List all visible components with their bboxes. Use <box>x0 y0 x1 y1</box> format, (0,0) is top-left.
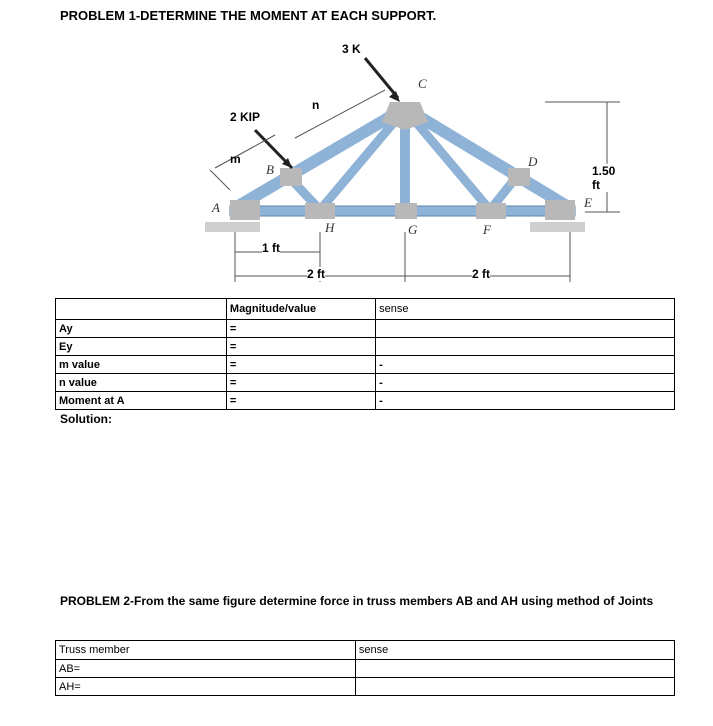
dim-height-label: 1.50 ft <box>592 164 620 192</box>
node-d-label: D <box>528 154 538 169</box>
row-label: Ey <box>56 338 227 356</box>
table2-header-member: Truss member <box>56 641 356 660</box>
value-cell[interactable]: = <box>226 374 375 392</box>
value-cell[interactable]: = <box>226 320 375 338</box>
gusset-g <box>395 203 417 219</box>
node-b-label: B <box>266 162 274 177</box>
solution-label: Solution: <box>60 412 112 426</box>
truss-figure <box>200 40 620 290</box>
sense-cell[interactable] <box>355 660 674 678</box>
support-a-base <box>205 222 260 232</box>
node-g-label: G <box>408 222 418 237</box>
node-e-label: E <box>584 195 592 210</box>
row-label: Moment at A <box>56 392 227 410</box>
table1-header-sense: sense <box>376 299 675 320</box>
sense-cell[interactable]: - <box>376 374 675 392</box>
table-row <box>56 392 675 410</box>
row-label: Ay <box>56 320 227 338</box>
table-row <box>56 678 675 696</box>
table-truss-members <box>55 640 675 696</box>
value-cell[interactable]: = <box>226 392 375 410</box>
table-row <box>56 320 675 338</box>
table1-header-value: Magnitude/value <box>226 299 375 320</box>
problem2-text: PROBLEM 2-From the same figure determine force in truss members AB and AH using method of Joints <box>60 594 654 608</box>
dim-line-m <box>210 170 230 190</box>
table1-header-row <box>56 299 675 320</box>
value-cell[interactable]: = <box>226 356 375 374</box>
sense-cell[interactable]: - <box>376 392 675 410</box>
gusset-d <box>508 168 530 186</box>
value-cell[interactable]: = <box>226 338 375 356</box>
sense-cell[interactable] <box>376 338 675 356</box>
top-chord-right <box>405 108 570 208</box>
label-m: m <box>230 152 241 166</box>
table1-header-blank <box>56 299 227 320</box>
table2-header-sense: sense <box>355 641 674 660</box>
node-h-label: H <box>325 220 335 235</box>
support-e-base <box>530 222 585 232</box>
load-2kip-label: 2 KIP <box>230 110 261 124</box>
dim-2ft-right-label: 2 ft <box>472 267 490 281</box>
dim-2ft-left-label: 2 ft <box>307 267 325 281</box>
load-3k-label: 3 K <box>342 42 361 56</box>
table-row <box>56 660 675 678</box>
table-support-reactions <box>55 298 675 410</box>
sense-cell[interactable] <box>376 320 675 338</box>
row-label: n value <box>56 374 227 392</box>
gusset-b <box>280 168 302 186</box>
gusset-e <box>545 200 575 220</box>
sense-cell[interactable]: - <box>376 356 675 374</box>
gusset-h <box>305 203 335 219</box>
node-c-label: C <box>418 76 427 91</box>
sense-cell[interactable] <box>355 678 674 696</box>
row-label: AB= <box>56 660 356 678</box>
label-n: n <box>312 98 320 112</box>
dim-1ft-label: 1 ft <box>262 241 280 255</box>
row-label: m value <box>56 356 227 374</box>
row-label: AH= <box>56 678 356 696</box>
table-row <box>56 338 675 356</box>
node-f-label: F <box>483 222 491 237</box>
table-row <box>56 374 675 392</box>
table-row <box>56 356 675 374</box>
node-a-label: A <box>212 200 220 215</box>
problem1-title: PROBLEM 1-DETERMINE THE MOMENT AT EACH SUPPORT. <box>60 8 437 23</box>
table2-header-row <box>56 641 675 660</box>
gusset-f <box>476 203 506 219</box>
gusset-a <box>230 200 260 220</box>
top-chord-left <box>235 108 405 208</box>
